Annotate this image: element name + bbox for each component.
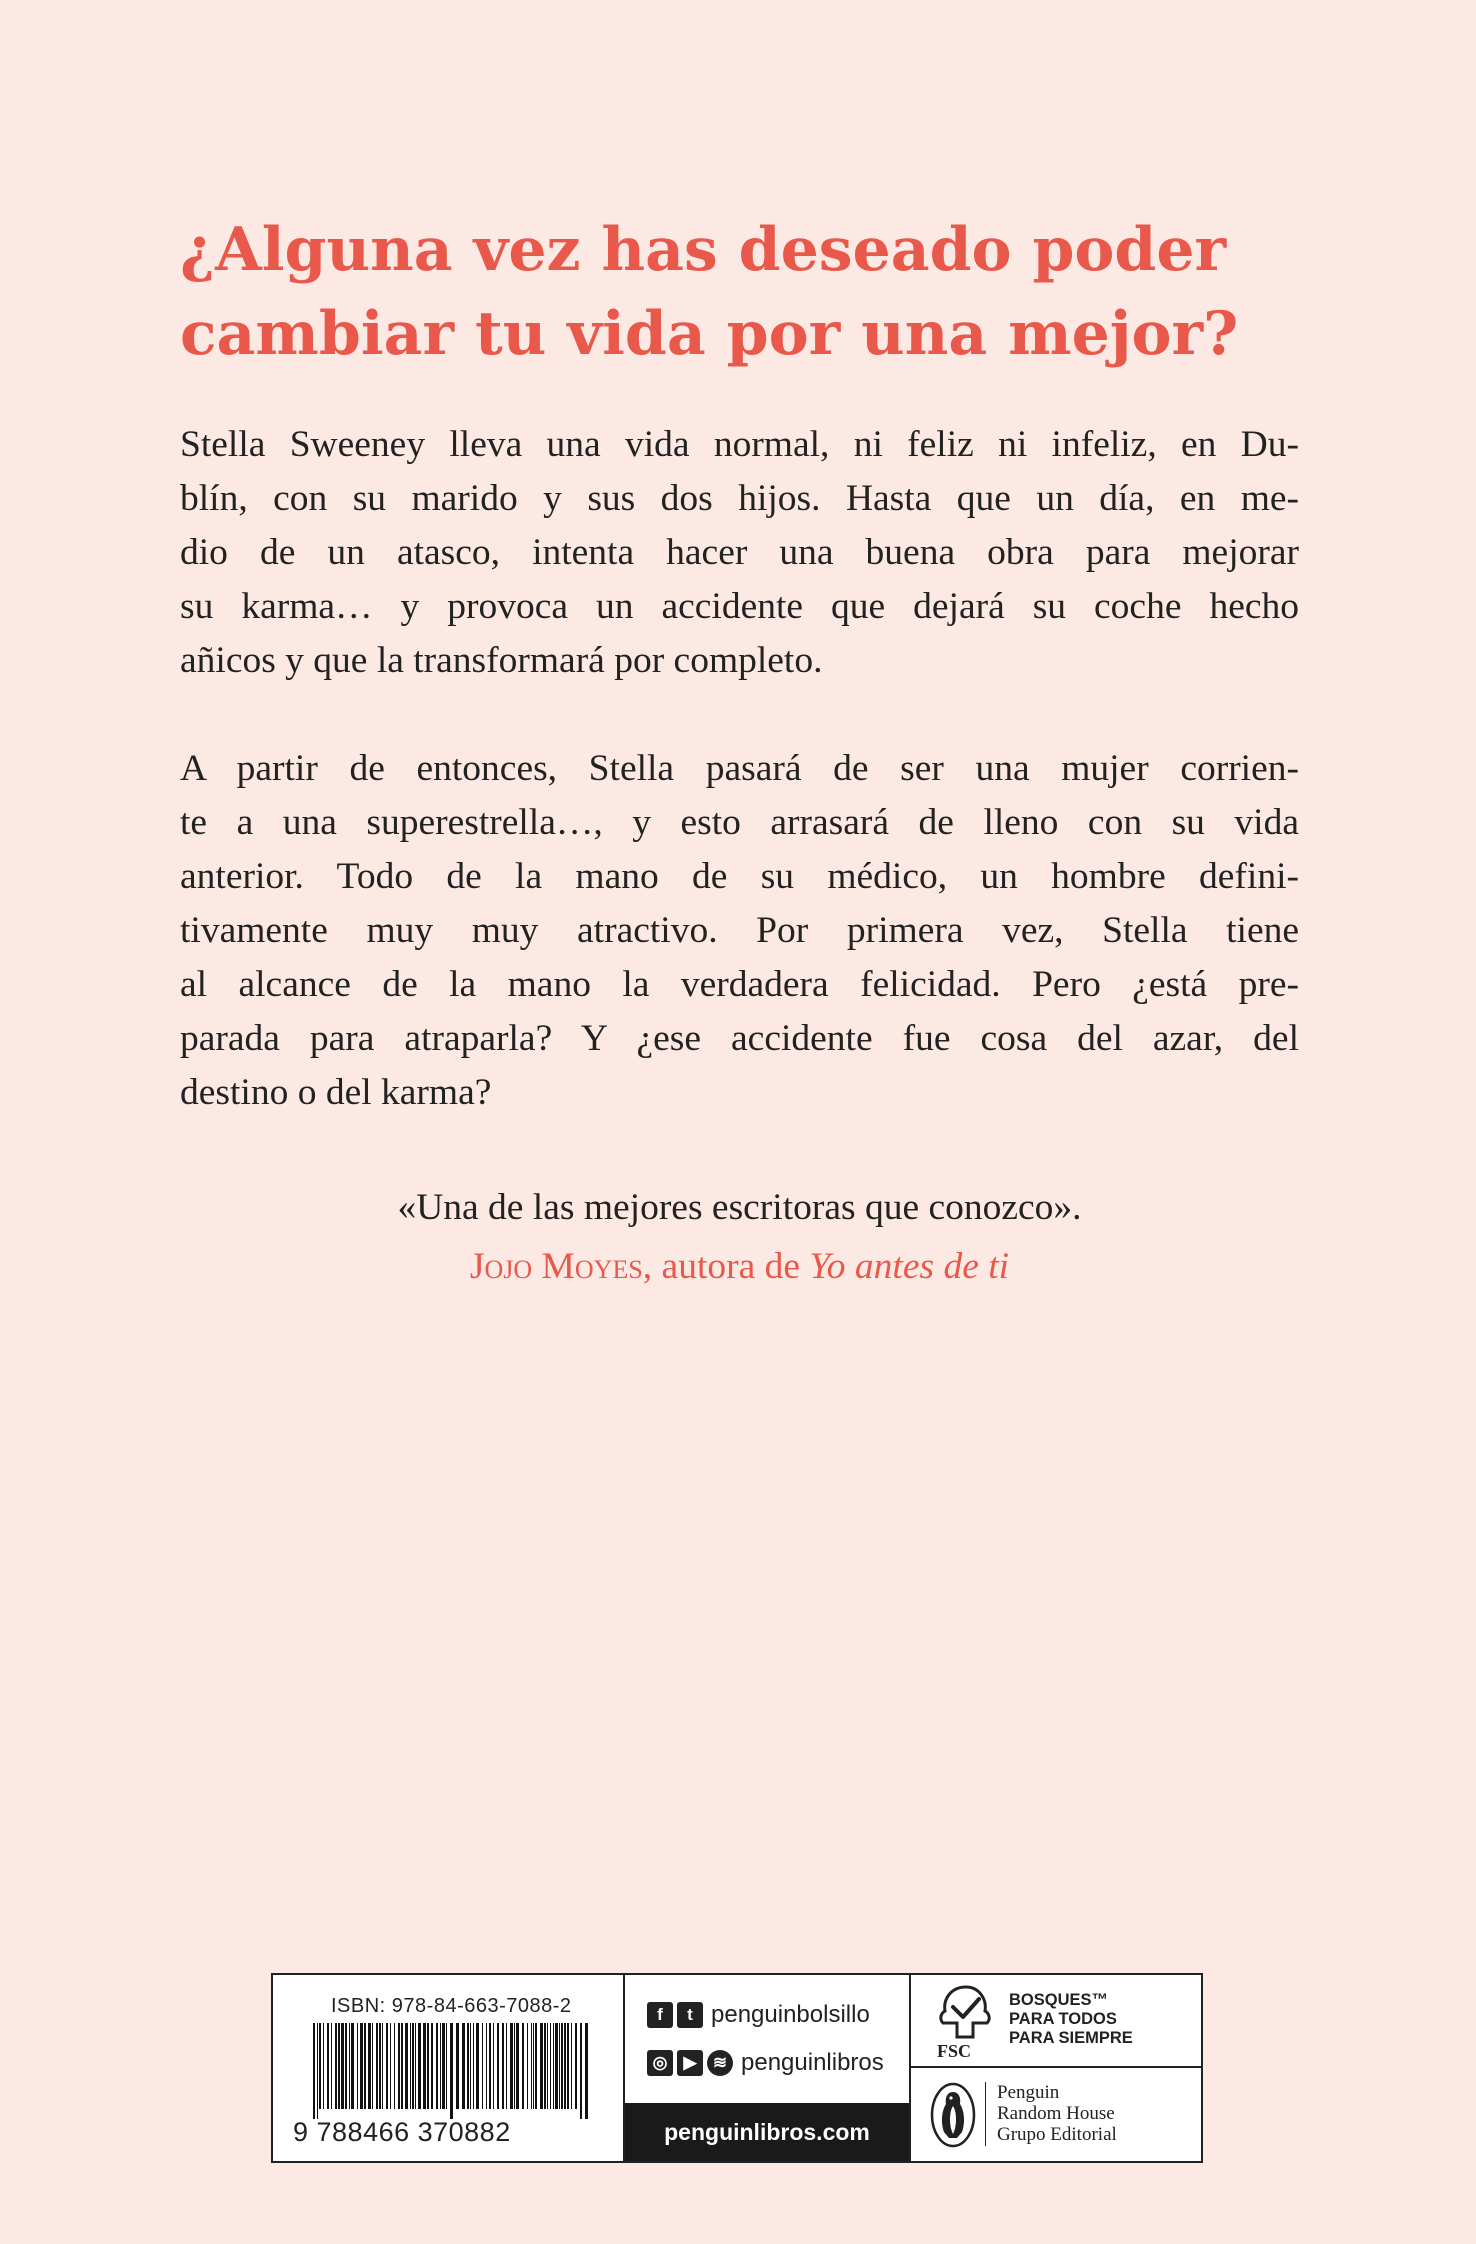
barcode-bar bbox=[317, 2023, 318, 2119]
barcode-bar bbox=[345, 2023, 347, 2109]
publisher-name-line: Penguin bbox=[997, 2082, 1060, 2103]
headline-line-1: ¿Alguna vez has deseado poder bbox=[180, 215, 1227, 285]
barcode-bar bbox=[394, 2023, 395, 2109]
text-line: añicos y que la transformará por completo. bbox=[180, 640, 823, 681]
social-row-1 bbox=[647, 2001, 870, 2029]
barcode-bar bbox=[382, 2023, 383, 2109]
barcode-bar bbox=[446, 2023, 447, 2109]
publisher-divider bbox=[985, 2082, 986, 2146]
barcode-bar bbox=[364, 2023, 366, 2109]
back-cover-info-box bbox=[271, 1973, 1203, 2163]
barcode-bar bbox=[440, 2023, 441, 2109]
text-line: Stella Sweeney lleva una vida normal, ni feliz ni infeliz, en Du- bbox=[180, 424, 1299, 465]
text-line: A partir de entonces, Stella pasará de ser una mujer corrien- bbox=[180, 748, 1299, 789]
review-quote: «Una de las mejores escritoras que conozco». bbox=[397, 1187, 1082, 1228]
barcode-bar bbox=[398, 2023, 400, 2109]
headline bbox=[180, 208, 1300, 376]
barcode-bar bbox=[341, 2023, 344, 2109]
headline-line-2: cambiar tu vida por una mejor? bbox=[180, 299, 1239, 369]
barcode-bar bbox=[510, 2023, 513, 2109]
barcode-bar bbox=[401, 2023, 403, 2109]
fsc-slogan-line: BOSQUES™ bbox=[1009, 1991, 1109, 2009]
barcode-bar bbox=[360, 2023, 363, 2109]
barcode-bar bbox=[436, 2023, 438, 2109]
review-attribution bbox=[180, 1240, 1299, 1294]
barcode-bar bbox=[357, 2023, 358, 2109]
barcode-bar bbox=[431, 2023, 433, 2109]
text-line: te a una superestrella…, y esto arrasará de lleno con su vida bbox=[180, 802, 1299, 843]
barcode-bar bbox=[456, 2023, 459, 2109]
publisher-name bbox=[997, 2082, 1117, 2145]
barcode-bar bbox=[553, 2023, 554, 2109]
barcode-bar bbox=[313, 2023, 315, 2119]
barcode-bar bbox=[323, 2023, 324, 2109]
barcode-bar bbox=[585, 2023, 588, 2119]
barcode-bar bbox=[327, 2023, 329, 2109]
barcode-bar bbox=[379, 2023, 381, 2109]
synopsis-paragraph-2 bbox=[180, 742, 1299, 1120]
barcode-bar bbox=[575, 2023, 577, 2109]
attribution-book-title: Yo antes de ti bbox=[809, 1246, 1010, 1287]
instagram-icon[interactable]: ◎ bbox=[647, 2050, 673, 2076]
barcode-bar bbox=[442, 2023, 445, 2109]
fsc-slogan-line: PARA TODOS bbox=[1009, 2010, 1117, 2028]
publisher-panel bbox=[911, 2068, 1201, 2161]
penguin-logo-icon bbox=[929, 2082, 977, 2148]
barcode-bar bbox=[497, 2023, 499, 2109]
text-line: destino o del karma? bbox=[180, 1072, 492, 1113]
facebook-icon[interactable]: f bbox=[647, 2002, 673, 2028]
barcode-bar bbox=[368, 2023, 371, 2109]
text-line: tivamente muy muy atractivo. Por primera vez, Stella tiene bbox=[180, 910, 1299, 951]
barcode-bar bbox=[467, 2023, 469, 2109]
barcode-bar bbox=[550, 2023, 551, 2109]
ean-digits: 9 788466 370882 bbox=[293, 2117, 511, 2147]
barcode-bar bbox=[386, 2023, 388, 2109]
barcode-bar bbox=[559, 2023, 560, 2109]
barcode-bar bbox=[502, 2023, 504, 2109]
text-line: su karma… y provoca un accidente que dejará su coche hecho bbox=[180, 586, 1299, 627]
barcode-bar bbox=[564, 2023, 566, 2109]
twitter-icon[interactable]: t bbox=[677, 2002, 703, 2028]
fsc-panel bbox=[911, 1975, 1201, 2068]
barcode-bar bbox=[555, 2023, 558, 2109]
barcode-bar bbox=[418, 2023, 421, 2109]
barcode-bar bbox=[535, 2023, 537, 2109]
barcode-bar bbox=[372, 2023, 373, 2109]
barcode-bar bbox=[561, 2023, 563, 2109]
barcode-bar bbox=[476, 2023, 479, 2109]
barcode-bar bbox=[338, 2023, 340, 2109]
barcode-panel bbox=[273, 1975, 625, 2161]
isbn-label: ISBN: 978-84-663-7088-2 bbox=[331, 1995, 572, 2017]
fsc-tree-icon bbox=[933, 1983, 999, 2041]
spotify-icon[interactable]: ≋ bbox=[707, 2050, 733, 2076]
barcode-bar bbox=[489, 2023, 491, 2109]
barcode-bar bbox=[423, 2023, 426, 2109]
barcode-bar bbox=[533, 2023, 534, 2109]
barcode-bar bbox=[567, 2023, 569, 2109]
barcode-bar bbox=[522, 2023, 524, 2109]
attribution-name: Jojo Moyes bbox=[469, 1246, 643, 1287]
barcode-bar bbox=[335, 2023, 337, 2109]
barcode-bar bbox=[516, 2023, 519, 2109]
barcode-bar bbox=[544, 2023, 546, 2109]
barcode-bar bbox=[331, 2023, 332, 2109]
barcode-bar bbox=[412, 2023, 414, 2109]
barcode-bar bbox=[547, 2023, 548, 2109]
barcode-icon bbox=[313, 2023, 593, 2119]
fsc-slogan bbox=[1009, 1991, 1133, 2048]
barcode-bar bbox=[349, 2023, 350, 2109]
barcode-bar bbox=[390, 2023, 391, 2109]
social-panel bbox=[625, 1975, 911, 2161]
youtube-icon[interactable]: ▶ bbox=[677, 2050, 703, 2076]
fsc-label: FSC bbox=[937, 2041, 972, 2061]
barcode-bar bbox=[427, 2023, 429, 2109]
social-handle-1: penguinbolsillo bbox=[711, 2001, 870, 2028]
barcode-bar bbox=[470, 2023, 471, 2109]
barcode-bar bbox=[410, 2023, 411, 2109]
barcode-bar bbox=[473, 2023, 474, 2109]
barcode-bar bbox=[571, 2023, 572, 2109]
barcode-bar bbox=[376, 2023, 378, 2109]
publisher-name-line: Random House bbox=[997, 2103, 1115, 2124]
barcode-bar bbox=[450, 2023, 453, 2119]
barcode-bar bbox=[415, 2023, 416, 2109]
website-link[interactable]: penguinlibros.com bbox=[625, 2103, 909, 2161]
text-line: anterior. Todo de la mano de su médico, un hombre defini- bbox=[180, 856, 1299, 897]
barcode-bar bbox=[405, 2023, 408, 2109]
barcode-bar bbox=[580, 2023, 582, 2119]
attribution-middle: , autora de bbox=[642, 1246, 810, 1287]
barcode-bar bbox=[319, 2023, 321, 2109]
barcode-bar bbox=[493, 2023, 494, 2109]
text-line: al alcance de la mano la verdadera felicidad. Pero ¿está pre- bbox=[180, 964, 1299, 1005]
barcode-bar bbox=[527, 2023, 528, 2109]
text-line: blín, con su marido y sus dos hijos. Hasta que un día, en me- bbox=[180, 478, 1299, 519]
barcode-bar bbox=[462, 2023, 465, 2109]
social-handle-2: penguinlibros bbox=[741, 2049, 884, 2076]
publisher-name-line: Grupo Editorial bbox=[997, 2124, 1117, 2145]
social-row-2 bbox=[647, 2049, 884, 2077]
barcode-bar bbox=[486, 2023, 487, 2109]
barcode-bar bbox=[482, 2023, 483, 2109]
synopsis-paragraph-1 bbox=[180, 418, 1299, 688]
text-line: parada para atraparla? Y ¿ese accidente fue cosa del azar, del bbox=[180, 1018, 1299, 1059]
barcode-bar bbox=[540, 2023, 543, 2109]
barcode-bar bbox=[351, 2023, 354, 2109]
text-line: dio de un atasco, intenta hacer una buena obra para mejorar bbox=[180, 532, 1299, 573]
fsc-slogan-line: PARA SIEMPRE bbox=[1009, 2029, 1133, 2047]
barcode-bar bbox=[506, 2023, 507, 2109]
barcode-bar bbox=[531, 2023, 532, 2109]
barcode-bar bbox=[514, 2023, 515, 2109]
